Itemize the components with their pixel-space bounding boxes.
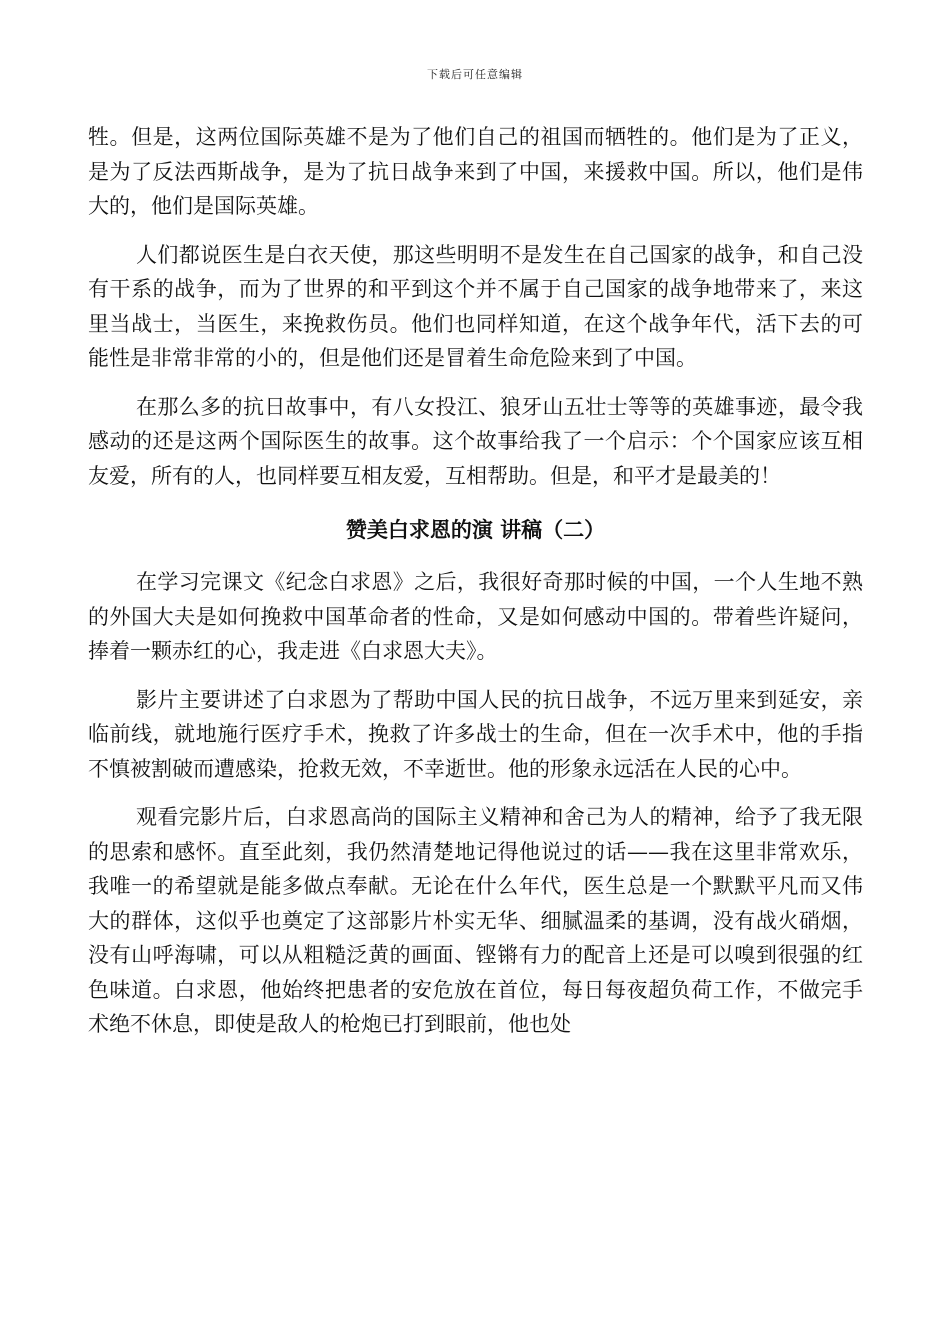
paragraph: 在学习完课文《纪念白求恩》之后，我很好奇那时候的中国，一个人生地不熟的外国大夫是如何挽救中国革命者的性命，又是如何感动中国的。带着些许疑问，捧着一颗赤红的心，我走进《白求恩大夫》。	[88, 570, 863, 663]
section-title: 赞美白求恩的演 讲稿（二）	[345, 517, 606, 542]
paragraph: 观看完影片后，白求恩高尚的国际主义精神和舍己为人的精神，给予了我无限的思索和感怀。直至此刻，我仍然清楚地记得他说过的话——我在这里非常欢乐，我唯一的希望就是能多做点奉献。无论在什么年代，医生总是一个默默平凡而又伟大的群体，这似乎也奠定了这部影片朴实无华、细腻温柔的基调，没有战火硝烟，没有山呼海啸，可以从粗糙泛黄的画面、铿锵有力的配音上还是可以嗅到很强的红色味道。白求恩，他始终把患者的安危放在首位，每日每夜超负荷工作，不做完手术绝不休息，即使是敌人的枪炮已打到眼前，他也处	[88, 805, 863, 1036]
paragraph: 在那么多的抗日故事中，有八女投江、狼牙山五壮士等等的英雄事迹，最令我感动的还是这两个国际医生的故事。这个故事给我了一个启示：个个国家应该互相友爱，所有的人，也同样要互相友爱，互相帮助。但是，和平才是最美的！	[88, 394, 863, 488]
page-header: 下载后可任意编辑	[427, 68, 523, 81]
paragraph: 影片主要讲述了白求恩为了帮助中国人民的抗日战争，不远万里来到延安，亲临前线，就地施行医疗手术，挽救了许多战士的生命，但在一次手术中，他的手指不慎被割破而遭感染，抢救无效，不幸逝世。他的形象永远活在人民的心中。	[88, 687, 863, 781]
document-body	[88, 120, 863, 1042]
paragraph: 人们都说医生是白衣天使，那这些明明不是发生在自己国家的战争，和自己没有干系的战争，而为了世界的和平到这个并不属于自己国家的战争地带来了，来这里当战士，当医生，来挽救伤员。他们也同样知道，在这个战争年代，活下去的可能性是非常非常的小的，但是他们还是冒着生命危险来到了中国。	[88, 242, 863, 370]
paragraph-continuation: 牲。但是，这两位国际英雄不是为了他们自己的祖国而牺牲的。他们是为了正义，是为了反法西斯战争，是为了抗日战争来到了中国，来援救中国。所以，他们是伟大的，他们是国际英雄。	[88, 125, 863, 218]
